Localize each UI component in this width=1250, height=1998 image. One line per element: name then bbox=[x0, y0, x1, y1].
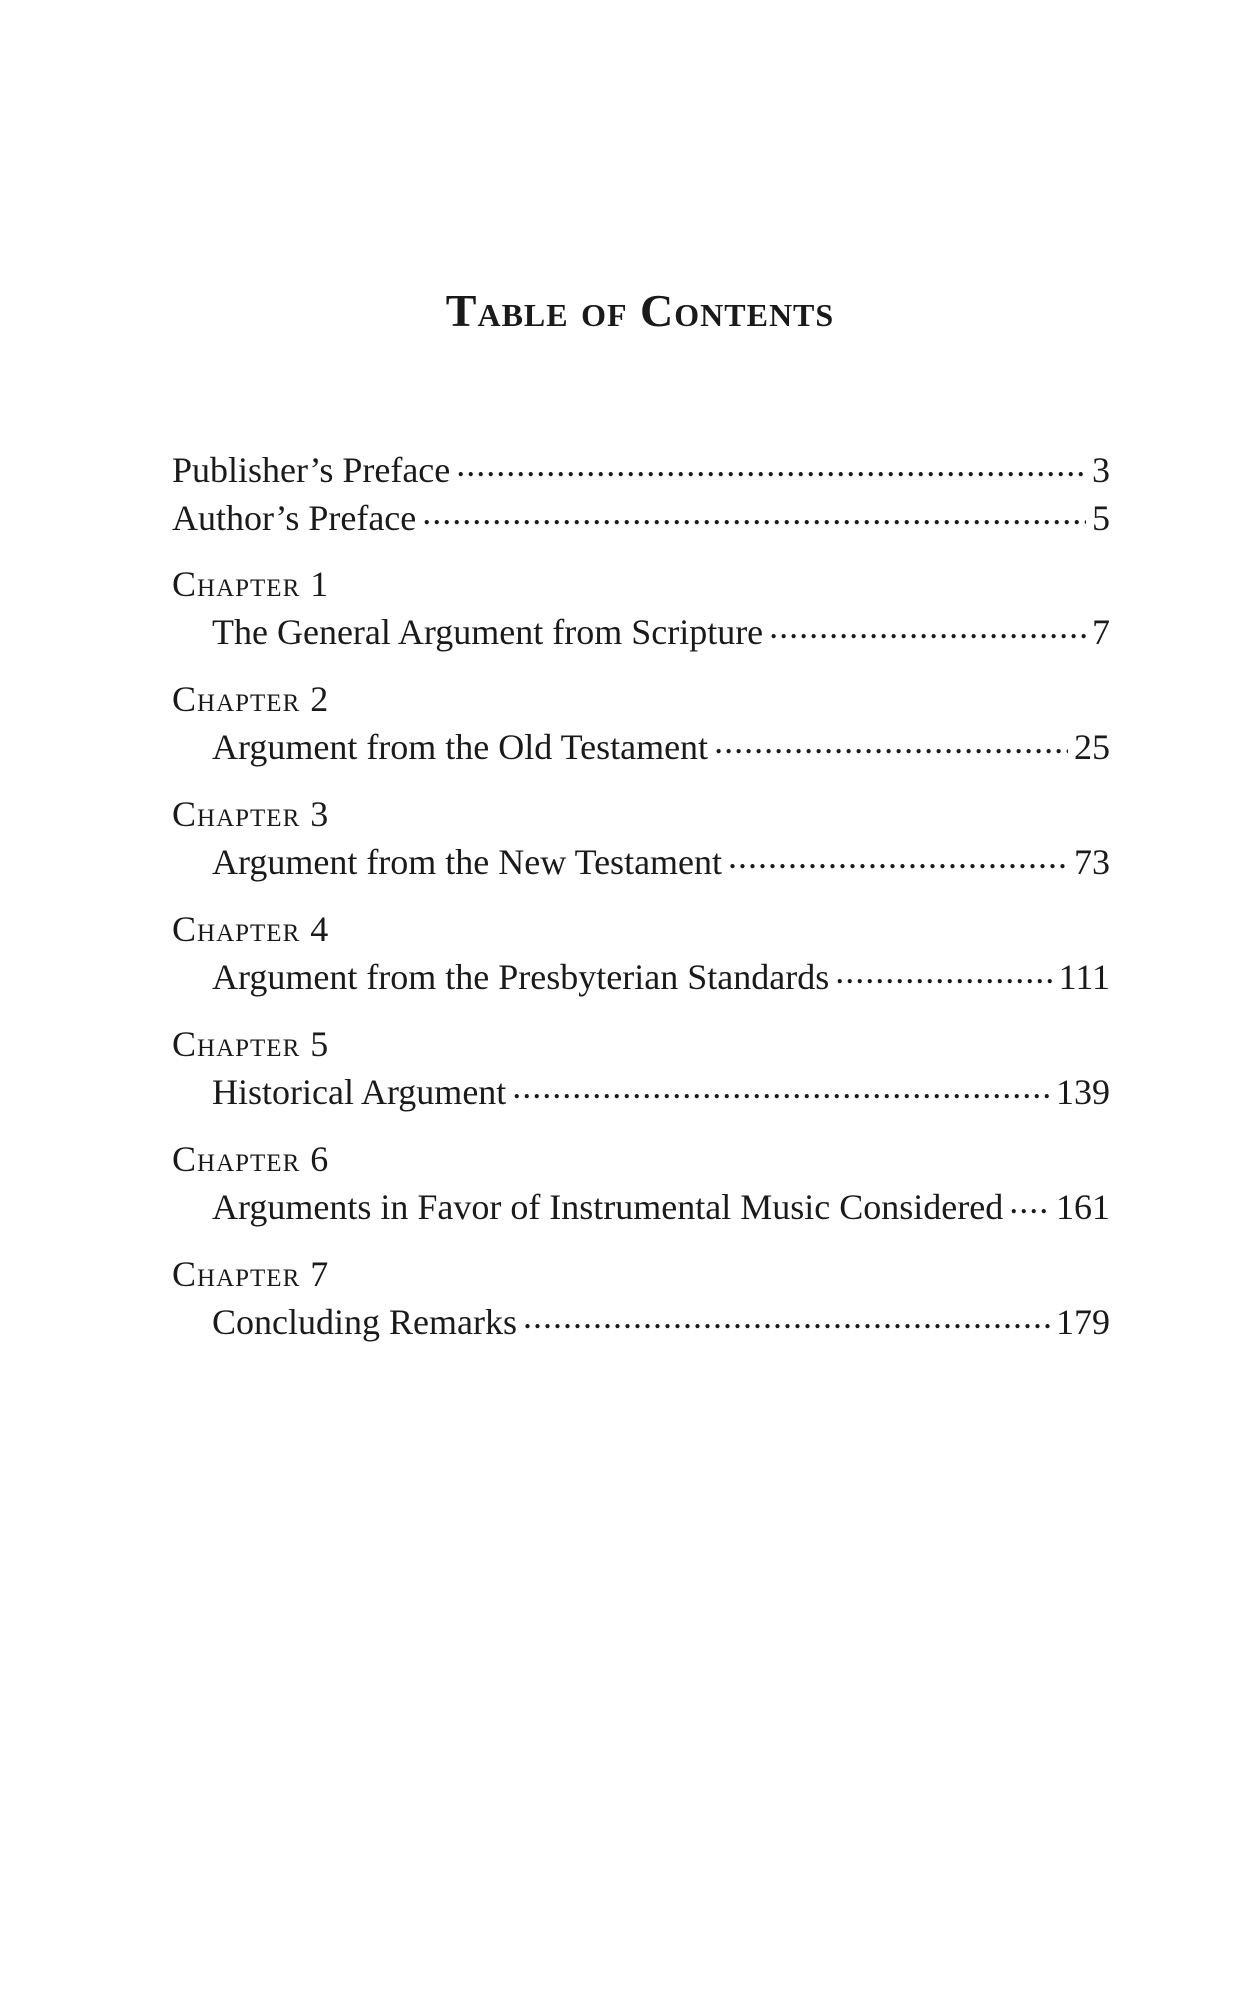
toc-entry-page: 5 bbox=[1092, 498, 1110, 538]
dot-leader bbox=[523, 1298, 1050, 1334]
toc-entry-page: 73 bbox=[1074, 842, 1110, 882]
dot-leader bbox=[835, 953, 1052, 989]
chapter-heading-3: Chapter 3 bbox=[172, 794, 330, 834]
chapter-heading-2: Chapter 2 bbox=[172, 679, 330, 719]
toc-entry-label: Historical Argument bbox=[212, 1072, 507, 1112]
toc-entry-label: Arguments in Favor of Instrumental Music Considered bbox=[212, 1187, 1004, 1227]
toc-entry-chapter-1 bbox=[172, 608, 1110, 656]
toc-entry-chapter-6 bbox=[172, 1183, 1110, 1231]
toc-entry-label: Argument from the Old Testament bbox=[212, 727, 709, 767]
toc-entry-chapter-2 bbox=[172, 723, 1110, 771]
toc-entry-label: Concluding Remarks bbox=[212, 1302, 517, 1342]
dot-leader bbox=[1009, 1183, 1050, 1219]
toc-entry-page: 179 bbox=[1056, 1302, 1110, 1342]
dot-leader bbox=[769, 608, 1086, 644]
chapter-heading-7: Chapter 7 bbox=[172, 1254, 330, 1294]
dot-leader bbox=[456, 446, 1086, 482]
toc-entry-label: Author’s Preface bbox=[172, 498, 417, 538]
toc-entry-page: 139 bbox=[1056, 1072, 1110, 1112]
toc-entry-chapter-7 bbox=[172, 1298, 1110, 1346]
toc-entry-page: 7 bbox=[1092, 612, 1110, 652]
toc-entry-page: 111 bbox=[1058, 957, 1110, 997]
chapter-heading-4: Chapter 4 bbox=[172, 909, 330, 949]
toc-entry-page: 3 bbox=[1092, 450, 1110, 490]
toc-entry-label: Publisher’s Preface bbox=[172, 450, 451, 490]
chapter-heading-1: Chapter 1 bbox=[172, 564, 330, 604]
dot-leader bbox=[512, 1068, 1050, 1104]
toc-entry-chapter-3 bbox=[172, 838, 1110, 886]
toc-entry-publishers-preface bbox=[172, 446, 1110, 494]
toc-entry-page: 25 bbox=[1074, 727, 1110, 767]
toc-entry-chapter-4 bbox=[172, 953, 1110, 1001]
chapter-heading-5: Chapter 5 bbox=[172, 1024, 330, 1064]
page-title: Table of Contents bbox=[445, 285, 835, 336]
table-of-contents bbox=[172, 446, 1110, 1346]
dot-leader bbox=[714, 723, 1068, 759]
toc-entry-label: Argument from the New Testament bbox=[212, 842, 723, 882]
toc-entry-label: The General Argument from Scripture bbox=[212, 612, 764, 652]
toc-entry-label: Argument from the Presbyterian Standards bbox=[212, 957, 830, 997]
dot-leader bbox=[728, 838, 1068, 874]
dot-leader bbox=[422, 494, 1086, 530]
toc-entry-chapter-5 bbox=[172, 1068, 1110, 1116]
toc-entry-authors-preface bbox=[172, 494, 1110, 542]
chapter-heading-6: Chapter 6 bbox=[172, 1139, 330, 1179]
toc-entry-page: 161 bbox=[1056, 1187, 1110, 1227]
